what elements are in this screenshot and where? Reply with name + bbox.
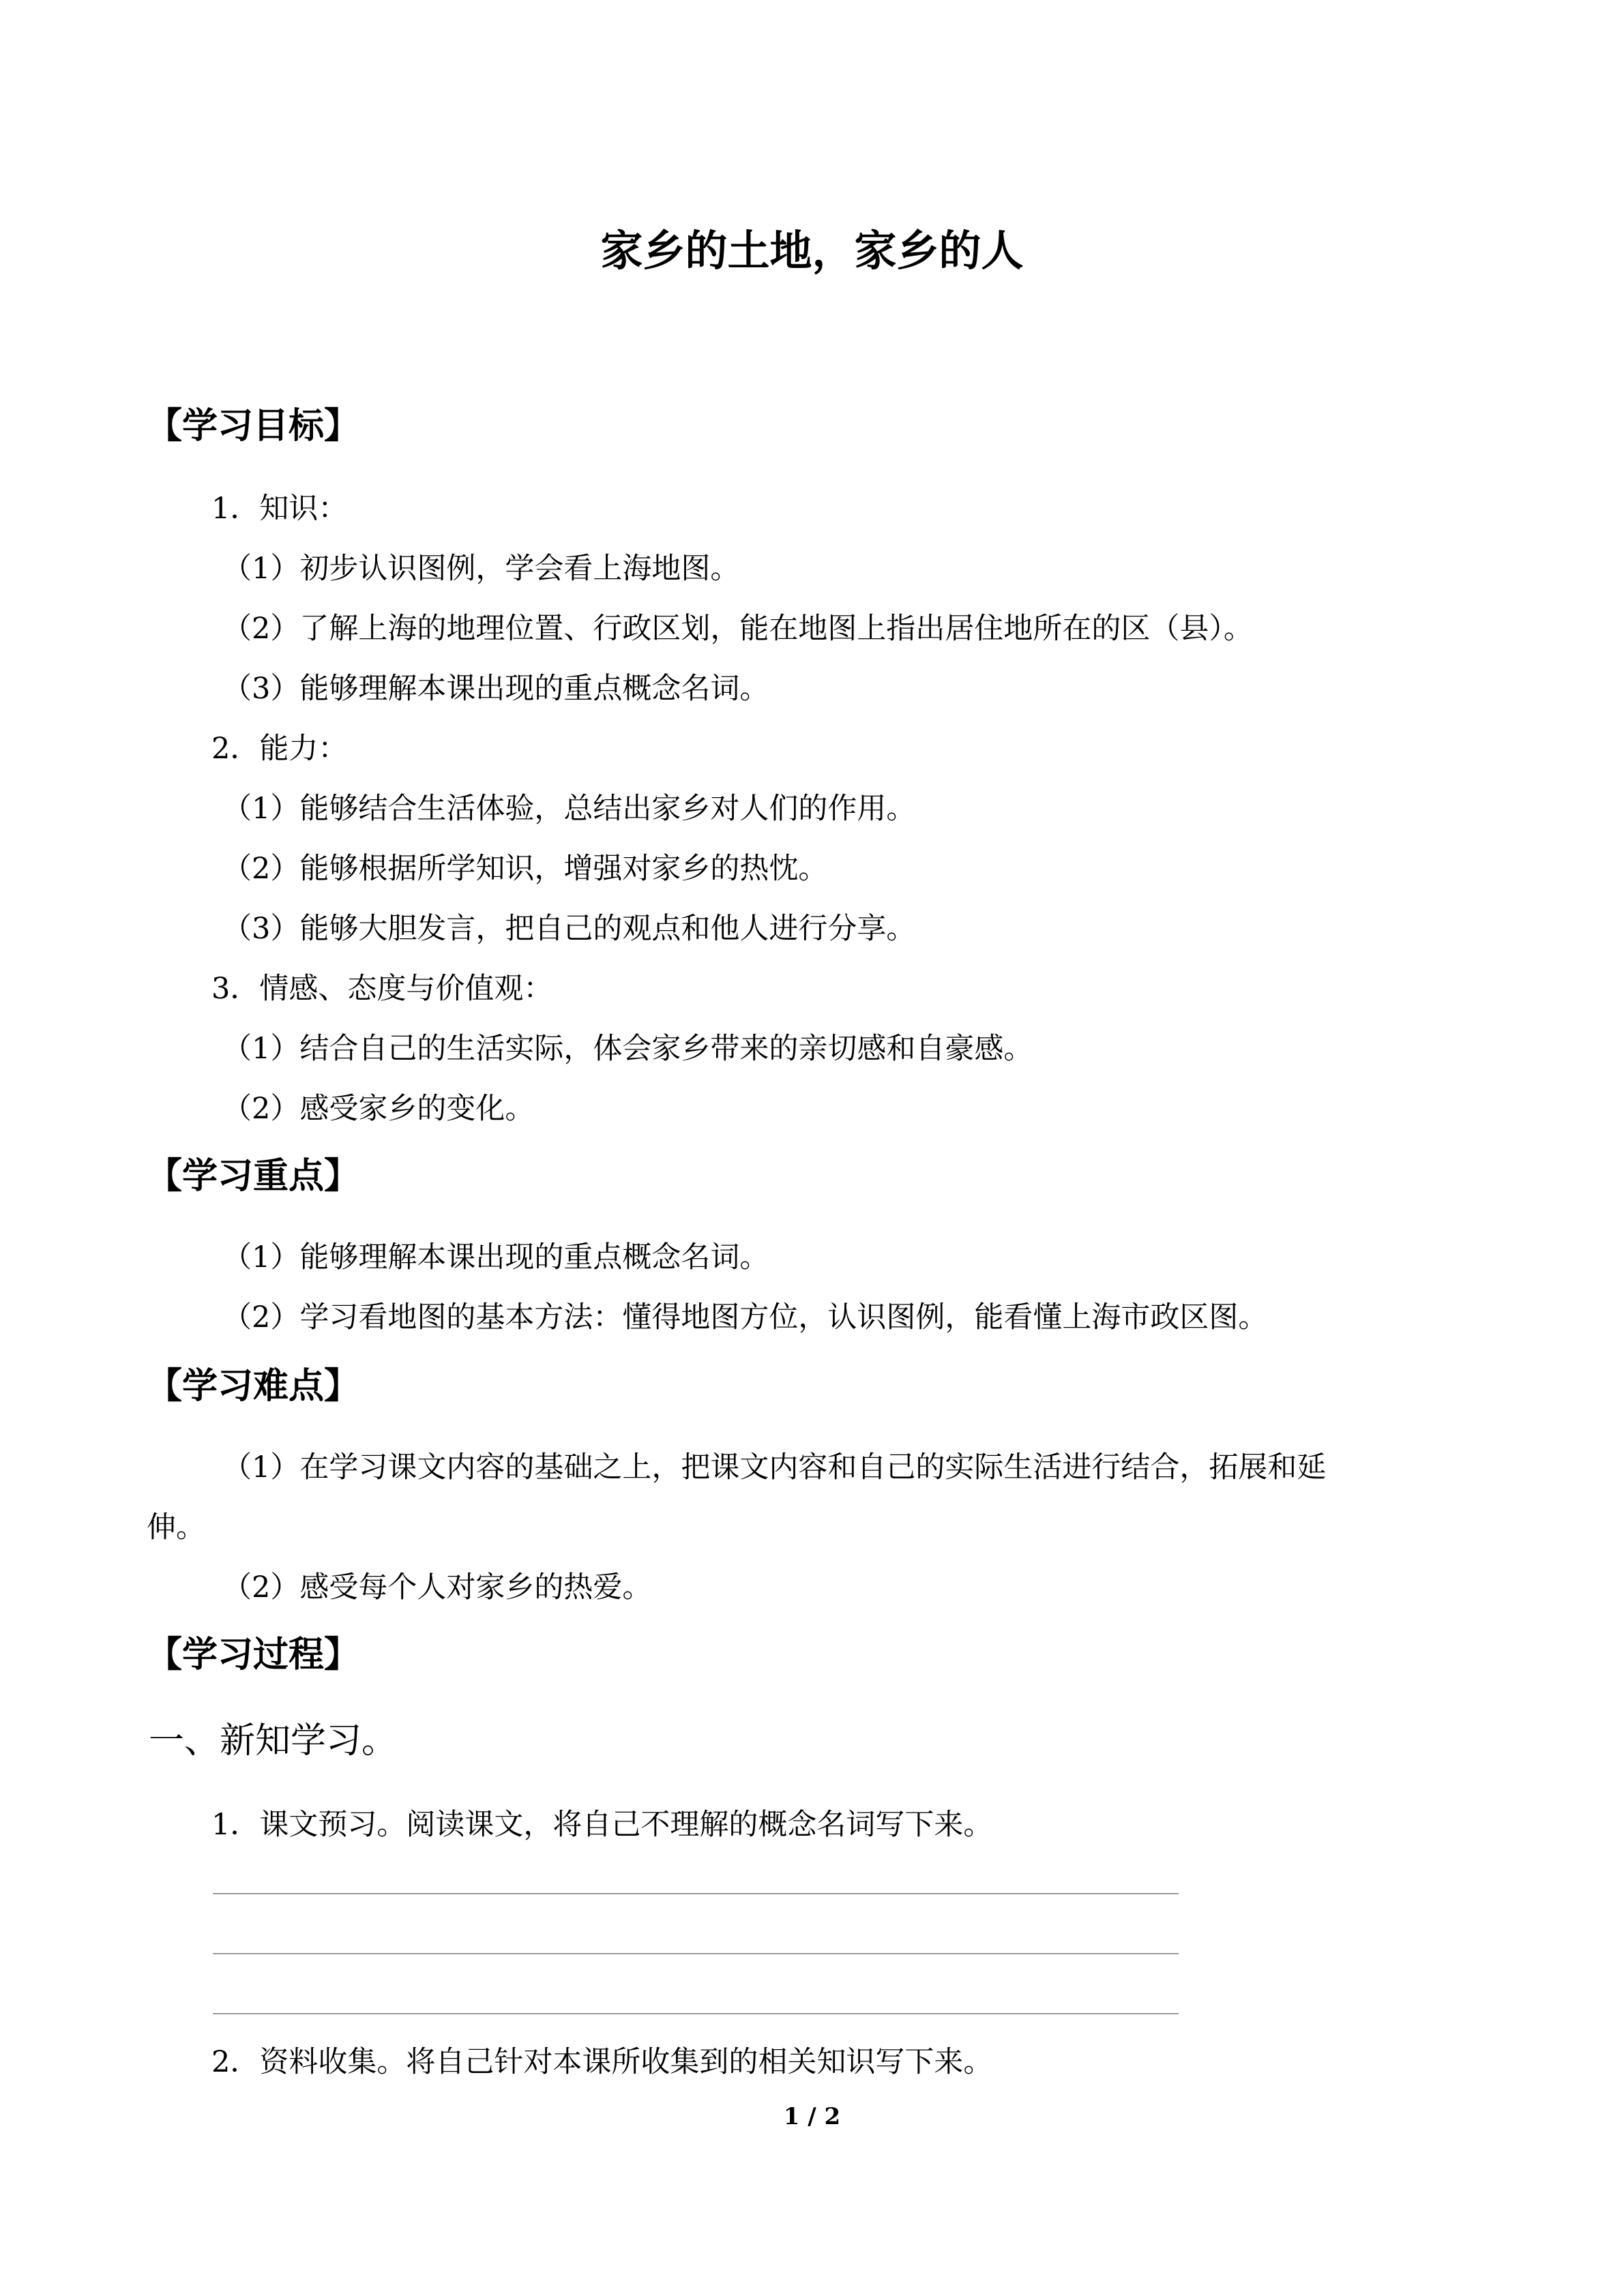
section-heading-difficulties: 【学习难点】 bbox=[147, 1366, 360, 1407]
task-2: 2．资料收集。将自己针对本课所收集到的相关知识写下来。 bbox=[211, 2045, 993, 2079]
page-number: 1 / 2 bbox=[783, 2103, 841, 2130]
key-point-2: （2）学习看地图的基本方法：懂得地图方位，认识图例，能看懂上海市政区图。 bbox=[222, 1300, 1268, 1335]
task-1: 1．课文预习。阅读课文，将自己不理解的概念名词写下来。 bbox=[211, 1808, 993, 1842]
answer-line-1 bbox=[213, 1893, 1179, 1894]
section-heading-goals: 【学习目标】 bbox=[147, 406, 360, 447]
page-title: 家乡的土地，家乡的人 bbox=[600, 226, 1024, 275]
emotion-label: 3．情感、态度与价值观： bbox=[211, 972, 553, 1006]
key-point-1: （1）能够理解本课出现的重点概念名词。 bbox=[222, 1240, 769, 1274]
knowledge-item-2: （2）了解上海的地理位置、行政区划，能在地图上指出居住地所在的区（县）。 bbox=[222, 612, 1253, 646]
knowledge-item-1: （1）初步认识图例，学会看上海地图。 bbox=[222, 552, 740, 586]
difficulty-1-line-2: 伸。 bbox=[147, 1510, 205, 1545]
ability-label: 2．能力： bbox=[211, 732, 348, 766]
section-heading-process: 【学习过程】 bbox=[147, 1635, 360, 1675]
part-heading-new-knowledge: 一、新知学习。 bbox=[149, 1720, 398, 1761]
knowledge-label: 1．知识： bbox=[211, 492, 348, 526]
difficulty-2: （2）感受每个人对家乡的热爱。 bbox=[222, 1570, 652, 1605]
answer-line-2 bbox=[213, 1953, 1179, 1954]
emotion-item-1: （1）结合自己的生活实际，体会家乡带来的亲切感和自豪感。 bbox=[222, 1032, 1033, 1066]
ability-item-1: （1）能够结合生活体验，总结出家乡对人们的作用。 bbox=[222, 792, 916, 826]
section-heading-key-points: 【学习重点】 bbox=[147, 1156, 360, 1197]
answer-line-3 bbox=[213, 2013, 1179, 2014]
ability-item-2: （2）能够根据所学知识，增强对家乡的热忱。 bbox=[222, 852, 828, 886]
difficulty-1-line-1: （1）在学习课文内容的基础之上，把课文内容和自己的实际生活进行结合，拓展和延 bbox=[222, 1450, 1327, 1485]
emotion-item-2: （2）感受家乡的变化。 bbox=[222, 1092, 535, 1126]
knowledge-item-3: （3）能够理解本课出现的重点概念名词。 bbox=[222, 672, 769, 706]
ability-item-3: （3）能够大胆发言，把自己的观点和他人进行分享。 bbox=[222, 912, 916, 946]
